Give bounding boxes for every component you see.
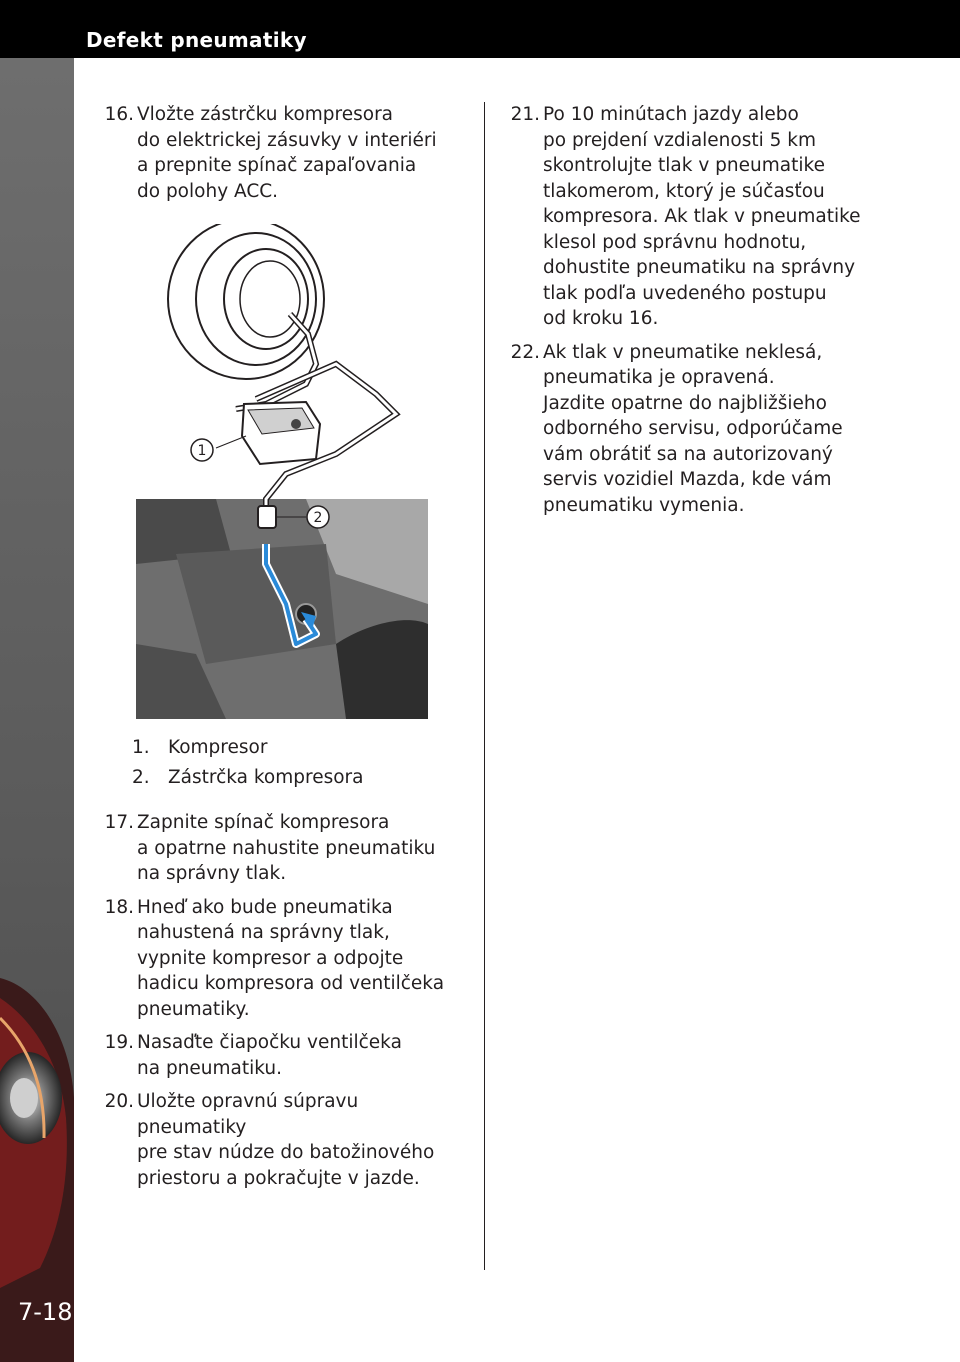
caption-number: 2. xyxy=(132,767,150,788)
step-line: Vložte zástrčku kompresora xyxy=(137,104,394,125)
step-line: odborného servisu, odporúčame xyxy=(543,418,843,439)
step-line: Jazdite opatrne do najbližšieho xyxy=(543,392,827,414)
step-number: 21. xyxy=(510,104,540,125)
step-text xyxy=(137,895,470,1023)
step-line: vám obrátiť sa na autorizovaný xyxy=(543,443,833,465)
caption-item xyxy=(132,736,470,760)
step-line: tlakomerom, ktorý je súčasťou xyxy=(543,180,825,202)
step-19 xyxy=(100,1030,470,1081)
step-line: na pneumatiku. xyxy=(137,1057,283,1079)
step-16 xyxy=(100,102,470,204)
step-line: hadicu kompresora od ventilčeka xyxy=(137,973,445,994)
right-column xyxy=(506,102,876,526)
caption-text: Kompresor xyxy=(168,737,268,758)
tire-illustration xyxy=(168,224,324,379)
step-number: 20. xyxy=(104,1091,134,1112)
step-text xyxy=(137,1089,470,1191)
column-divider xyxy=(484,102,485,1270)
step-line: pneumatiku vymenia. xyxy=(543,494,745,516)
callout-1-label: 1 xyxy=(197,443,207,459)
step-text xyxy=(137,1030,470,1081)
step-line: od kroku 16. xyxy=(543,308,659,329)
compressor-illustration xyxy=(136,224,436,724)
step-line: do polohy ACC. xyxy=(137,180,279,202)
callout-2-label: 2 xyxy=(313,510,323,526)
step-line: dohustite pneumatiku na správny xyxy=(543,257,856,278)
step-line: skontrolujte tlak v pneumatike xyxy=(543,155,825,176)
step-17 xyxy=(100,810,470,887)
compressor-plug-icon xyxy=(258,506,276,528)
step-text xyxy=(137,810,470,887)
step-21 xyxy=(506,102,876,332)
page-number: 7-18 xyxy=(18,1298,73,1326)
step-line: na správny tlak. xyxy=(137,863,287,884)
step-line: klesol pod správnu hodnotu, xyxy=(543,231,807,253)
step-line: Uložte opravnú súpravu pneumatiky xyxy=(137,1091,359,1138)
caption-number: 1. xyxy=(132,737,150,758)
step-20 xyxy=(100,1089,470,1191)
step-number: 19. xyxy=(104,1032,134,1053)
section-title: Defekt pneumatiky xyxy=(86,28,307,52)
step-line: vypnite kompresor a odpojte xyxy=(137,947,404,969)
compressor-icon xyxy=(242,402,320,464)
step-number: 17. xyxy=(104,812,134,833)
step-line: pre stav núdze do batožinového xyxy=(137,1142,435,1163)
headlight-graphic xyxy=(0,58,74,1362)
step-line: Hneď ako bude pneumatika xyxy=(137,896,393,918)
step-line: kompresora. Ak tlak v pneumatike xyxy=(543,206,861,227)
step-line: priestoru a pokračujte v jazde. xyxy=(137,1167,420,1189)
step-line: tlak podľa uvedeného postupu xyxy=(543,282,827,304)
sidebar xyxy=(0,58,74,1362)
header-bar xyxy=(0,0,960,58)
left-column xyxy=(100,102,470,1199)
step-22 xyxy=(506,340,876,519)
step-line: nahustená na správny tlak, xyxy=(137,922,390,943)
step-line: servis vozidiel Mazda, kde vám xyxy=(543,469,832,490)
step-text xyxy=(543,340,876,519)
step-18 xyxy=(100,895,470,1023)
step-line: a prepnite spínač zapaľovania xyxy=(137,155,417,176)
caption-text: Zástrčka kompresora xyxy=(168,767,364,788)
step-line: pneumatika je opravená. xyxy=(543,367,775,388)
step-text xyxy=(137,102,470,204)
step-line: a opatrne nahustite pneumatiku xyxy=(137,837,436,859)
step-line: do elektrickej zásuvky v interiéri xyxy=(137,129,437,151)
step-number: 18. xyxy=(104,896,134,918)
illustration-svg xyxy=(136,224,436,724)
step-number: 16. xyxy=(104,104,134,125)
step-line: Ak tlak v pneumatike neklesá, xyxy=(543,341,823,363)
step-text xyxy=(543,102,876,332)
caption-item xyxy=(132,766,470,790)
step-line: Zapnite spínač kompresora xyxy=(137,812,390,833)
step-line: Nasaďte čiapočku ventilčeka xyxy=(137,1032,402,1053)
figure-caption-list xyxy=(132,736,470,790)
step-line: po prejdení vzdialenosti 5 km xyxy=(543,129,817,151)
step-line: Po 10 minútach jazdy alebo xyxy=(543,104,799,125)
step-number: 22. xyxy=(510,341,540,363)
step-line: pneumatiky. xyxy=(137,998,250,1020)
